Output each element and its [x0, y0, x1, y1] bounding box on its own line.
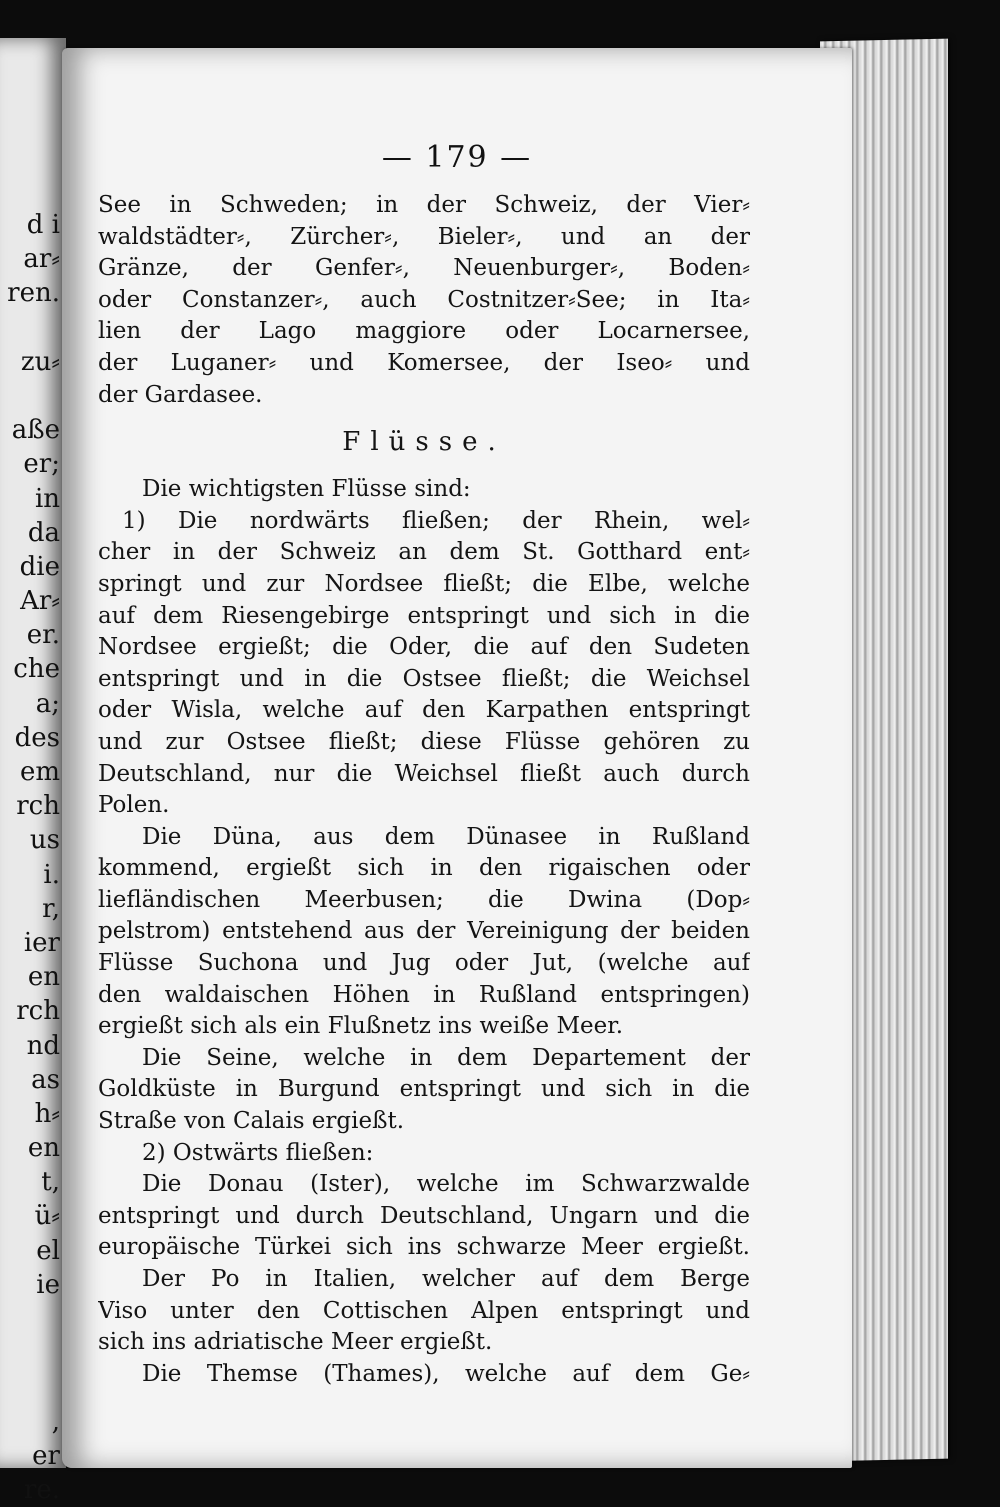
- left-fragment: [0, 311, 60, 345]
- text-line: Nordsee ergießt; die Oder, die auf den Sudeten: [98, 634, 750, 661]
- text-line: den waldaischen Höhen in Rußland entspringen): [98, 981, 750, 1008]
- left-fragment: as: [31, 1064, 60, 1095]
- text-line: springt und zur Nordsee fließt; die Elbe, welche: [98, 570, 750, 597]
- text-line: Der Po in Italien, welcher auf dem Berge: [142, 1266, 750, 1292]
- text-line: der Luganer⸗ und Komersee, der Iseo⸗ und: [98, 349, 750, 376]
- left-fragment: rch: [16, 791, 60, 822]
- left-fragment: el: [36, 1235, 60, 1266]
- left-fragment: ,: [51, 1406, 60, 1437]
- left-fragment: ie: [36, 1269, 60, 1300]
- text-line: See in Schweden; in der Schweiz, der Vier⸗: [98, 192, 750, 218]
- left-fragment: nd: [26, 1030, 60, 1061]
- text-line: pelstrom) entstehend aus der Vereinigung der beiden: [98, 918, 750, 945]
- text-line: europäische Türkei sich ins schwarze Meer ergießt.: [98, 1234, 750, 1261]
- text-line: auf dem Riesengebirge entspringt und sich in die: [98, 602, 750, 629]
- text-line: der Gardasee.: [98, 381, 263, 408]
- section-heading: Flüsse.: [342, 427, 506, 458]
- left-fragment: in: [34, 483, 60, 514]
- text-line: Goldküste in Burgund entspringt und sich in die: [98, 1076, 750, 1103]
- left-fragment: ier: [23, 927, 60, 958]
- left-fragment: rch: [16, 996, 60, 1027]
- text-line: lien der Lago maggiore oder Locarnersee,: [98, 318, 750, 345]
- text-line: kommend, ergießt sich in den rigaischen oder: [98, 855, 750, 882]
- text-line: entspringt und in die Ostsee fließt; die Weichsel: [98, 665, 750, 692]
- text-line: oder Constanzer⸗, auch Costnitzer⸗See; in Ita⸗: [98, 286, 750, 313]
- text-line: Gränze, der Genfer⸗, Neuenburger⸗, Boden⸗: [98, 255, 750, 282]
- left-fragment: ü⸗: [34, 1201, 60, 1232]
- left-fragment: en: [27, 962, 60, 993]
- text-line: Deutschland, nur die Weichsel fließt auch durch: [98, 760, 750, 787]
- left-fragment: aße: [11, 415, 60, 446]
- text-line: waldstädter⸗, Zürcher⸗, Bieler⸗, und an der: [98, 223, 750, 250]
- left-fragment: i.: [43, 859, 60, 890]
- left-fragment: em: [19, 757, 60, 787]
- left-fragment: en: [27, 1133, 60, 1164]
- page-number: — 179 —: [381, 140, 533, 175]
- left-fragment: [0, 1336, 60, 1370]
- left-fragment: ren.: [7, 278, 60, 309]
- text-line: Straße von Calais ergießt.: [98, 1108, 405, 1135]
- text-line: liefländischen Meerbusen; die Dwina (Dop⸗: [98, 886, 750, 913]
- text-line: Polen.: [98, 792, 170, 819]
- left-facing-page: [0, 38, 66, 1505]
- left-fragment: re.: [23, 1474, 60, 1505]
- text-line: Die Seine, welche in dem Departement der: [142, 1044, 750, 1071]
- text-line: Flüsse Suchona und Jug oder Jut, (welche auf: [98, 950, 750, 977]
- text-line: entspringt und durch Deutschland, Ungarn und die: [98, 1202, 750, 1229]
- rivers-section: [98, 474, 750, 1390]
- lakes-paragraph: [98, 190, 750, 411]
- left-fragment: us: [29, 825, 60, 856]
- text-line: sich ins adriatische Meer ergießt.: [98, 1329, 493, 1356]
- text-line: und zur Ostsee fließt; diese Flüsse gehören zu: [98, 728, 750, 755]
- left-fragment: da: [27, 517, 60, 548]
- text-line: Die Themse (Thames), welche auf dem Ge⸗: [142, 1360, 750, 1387]
- left-fragment: [0, 379, 60, 413]
- left-fragment: zu⸗: [20, 346, 60, 377]
- left-fragment: er;: [23, 449, 60, 480]
- left-fragment: die: [19, 551, 60, 582]
- left-fragment: ar⸗: [23, 244, 60, 275]
- left-fragment: [0, 1302, 60, 1336]
- text-line: ergießt sich als ein Flußnetz ins weiße Meer.: [98, 1013, 624, 1040]
- text-line: Viso unter den Cottischen Alpen entspringt und: [98, 1297, 750, 1324]
- left-fragment: h⸗: [34, 1098, 60, 1129]
- text-line: Die Düna, aus dem Dünasee in Rußland: [142, 823, 750, 850]
- left-fragment: t,: [41, 1167, 60, 1198]
- left-fragment: che: [13, 654, 60, 685]
- left-fragment: Ar⸗: [20, 586, 60, 617]
- text-line: Die wichtigsten Flüsse sind:: [142, 476, 471, 503]
- left-fragment: d i: [26, 210, 60, 240]
- left-fragment: er: [32, 1440, 60, 1471]
- text-line: 1) Die nordwärts fließen; der Rhein, wel⸗: [122, 507, 750, 534]
- left-page-text-fragments: [0, 208, 60, 1507]
- left-fragment: des: [14, 722, 60, 753]
- text-line: oder Wisla, welche auf den Karpathen entspringt: [98, 697, 750, 724]
- left-fragment: r,: [42, 893, 60, 924]
- left-fragment: a;: [35, 688, 60, 719]
- left-fragment: er.: [26, 620, 60, 651]
- text-line: 2) Ostwärts fließen:: [142, 1139, 374, 1166]
- text-line: cher in der Schweiz an dem St. Gotthard ent⸗: [98, 539, 750, 566]
- text-line: Die Donau (Ister), welche im Schwarzwalde: [142, 1171, 750, 1198]
- page-body-text: [98, 190, 750, 1390]
- left-fragment: [0, 1370, 60, 1404]
